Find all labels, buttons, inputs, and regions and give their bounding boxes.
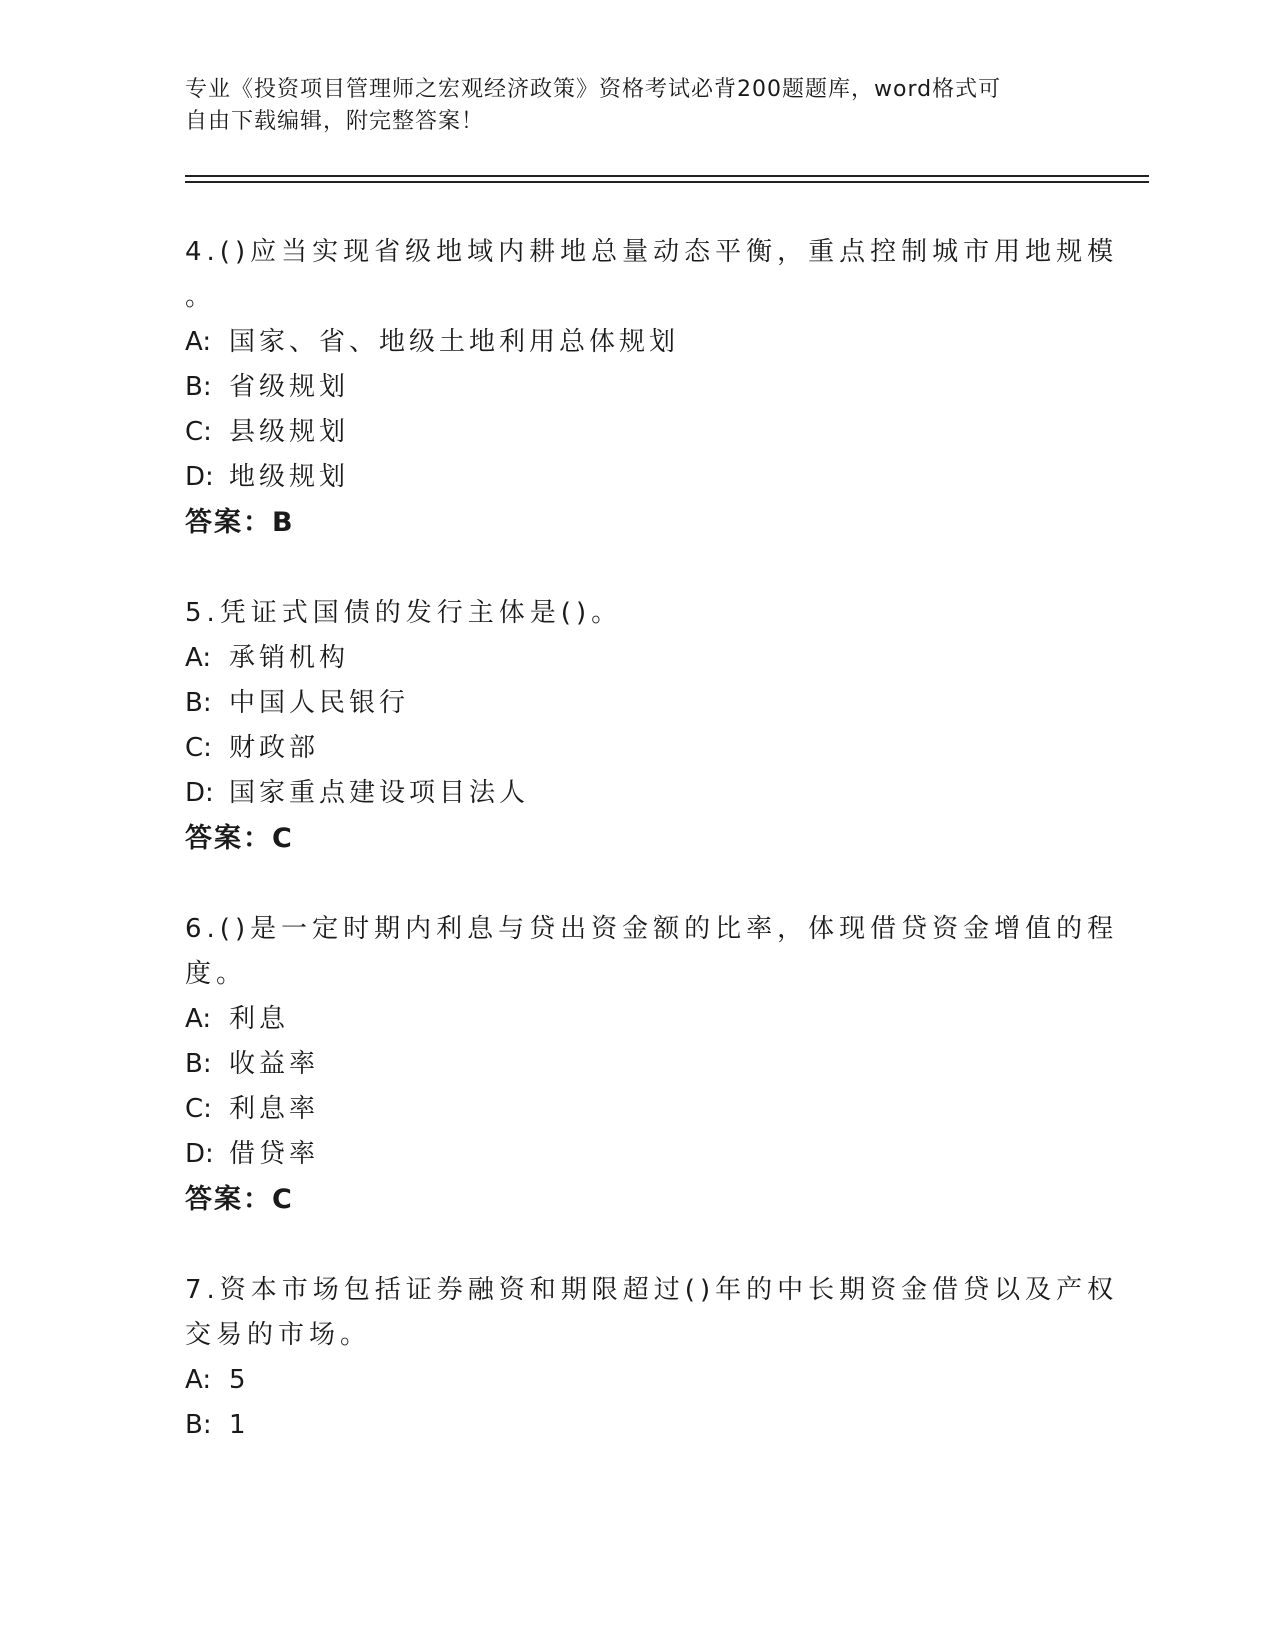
option-text: 地级规划 <box>229 462 350 492</box>
question-stem <box>185 591 1065 636</box>
option-text: 中国人民银行 <box>229 688 410 718</box>
question-6 <box>185 907 1119 1222</box>
option-letter: A: <box>185 1365 212 1395</box>
question-stem <box>185 907 1119 997</box>
option-a <box>185 320 1065 365</box>
option-letter: A: <box>185 1004 212 1034</box>
option-c <box>185 1087 1065 1132</box>
question-stem <box>185 230 1119 320</box>
option-a <box>185 636 1065 681</box>
question-stem <box>185 1268 1119 1358</box>
option-letter: A: <box>185 327 212 357</box>
question-5 <box>185 591 1065 861</box>
option-text: 5 <box>229 1365 250 1395</box>
option-letter: B: <box>185 372 212 402</box>
answer-line: 答案：C <box>185 1184 294 1215</box>
question-stem-line-1: 7.资本市场包括证券融资和期限超过()年的中长期资金借贷以及产权 <box>185 1275 1119 1305</box>
option-b <box>185 365 1065 410</box>
option-letter: B: <box>185 1049 212 1079</box>
question-stem-line-1: 4.()应当实现省级地域内耕地总量动态平衡，重点控制城市用地规模 <box>185 237 1119 267</box>
question-list <box>185 230 1119 1494</box>
option-b <box>185 1403 1065 1448</box>
option-c <box>185 726 1065 771</box>
document-header <box>185 74 1065 138</box>
question-stem-line-1: 5.凭证式国债的发行主体是()。 <box>185 598 623 628</box>
option-text: 收益率 <box>229 1049 320 1079</box>
option-text: 借贷率 <box>229 1139 320 1169</box>
option-c <box>185 410 1065 455</box>
question-stem-line-2: 。 <box>185 282 217 312</box>
option-text: 国家、省、地级土地利用总体规划 <box>229 327 680 357</box>
option-letter: B: <box>185 1410 212 1440</box>
option-text: 承销机构 <box>229 643 350 673</box>
option-d <box>185 1132 1065 1177</box>
question-7 <box>185 1268 1119 1448</box>
option-text: 国家重点建设项目法人 <box>229 778 530 808</box>
option-letter: D: <box>185 1139 214 1169</box>
option-text: 利息 <box>229 1004 290 1034</box>
option-letter: C: <box>185 1094 212 1124</box>
option-letter: B: <box>185 688 212 718</box>
option-letter: A: <box>185 643 212 673</box>
option-text: 利息率 <box>229 1094 320 1124</box>
question-stem-line-1: 6.()是一定时期内利息与贷出资金额的比率，体现借贷资金增值的程 <box>185 914 1119 944</box>
header-divider-bottom <box>185 181 1149 183</box>
option-b <box>185 1042 1065 1087</box>
option-letter: D: <box>185 462 214 492</box>
question-stem-line-2: 交易的市场。 <box>185 1320 372 1350</box>
option-d <box>185 455 1065 500</box>
answer-line: 答案：C <box>185 823 294 854</box>
option-text: 省级规划 <box>229 372 350 402</box>
option-text: 县级规划 <box>229 417 350 447</box>
option-a <box>185 1358 1065 1403</box>
option-letter: C: <box>185 733 212 763</box>
option-b <box>185 681 1065 726</box>
header-divider-top <box>185 175 1149 177</box>
option-d <box>185 771 1065 816</box>
option-text: 1 <box>229 1410 250 1440</box>
question-stem-line-2: 度。 <box>185 959 248 989</box>
header-line-2: 自由下载编辑，附完整答案！ <box>185 109 485 134</box>
option-text: 财政部 <box>229 733 320 763</box>
option-letter: C: <box>185 417 212 447</box>
answer-line: 答案：B <box>185 507 295 538</box>
option-letter: D: <box>185 778 214 808</box>
question-4 <box>185 230 1119 545</box>
header-line-1: 专业《投资项目管理师之宏观经济政策》资格考试必背200题题库，word格式可 <box>185 77 1002 102</box>
option-a <box>185 997 1065 1042</box>
